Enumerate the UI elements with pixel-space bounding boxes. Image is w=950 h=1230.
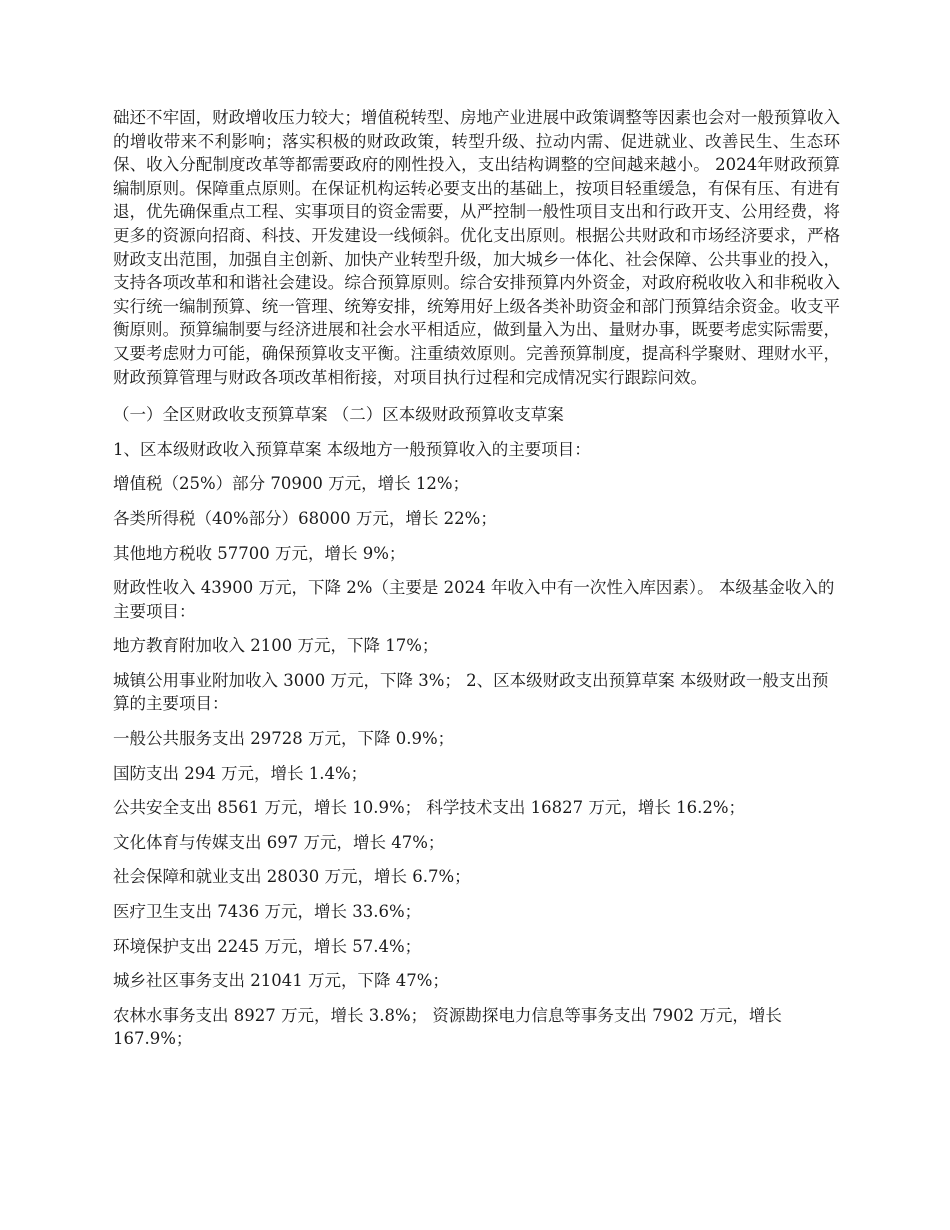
list-item-agriculture: 农林水事务支出 8927 万元，增长 3.8%； 资源勘探电力信息等事务支出 7902 万元，增长 167.9%； <box>113 1005 782 1049</box>
list-item-vat: 增值税（25%）部分 70900 万元，增长 12%； <box>113 474 470 494</box>
list-item-fiscal-revenue: 财政性收入 43900 万元，下降 2%（主要是 2024 年收入中有一次性入库因素）。 本级基金收入的主要项目： <box>113 578 835 621</box>
intro-paragraph: 础还不牢固，财政增收压力较大；增值税转型、房地产业进展中政策调整等因素也会对一般预算收入的增收带来不利影响；落实积极的财政政策，转型升级、拉动内需、促进就业、改善民生、生态环保、收入分配制度改革等都需要政府的刚性投入，支出结构调整的空间越来越小。 2024年财政预算编制原则。保障重点原则。在保证机构运转必要支出的基础上，按项目轻重缓急，有保有压、有进有退，优先确保重点工程、实事项目的资金需要，从严控制一般性项目支出和行政开支、公用经费，将更多的资源向招商、科技、开发建设一线倾斜。优化支出原则。根据公共财政和市场经济要求，严格财政支出范围，加强自主创新、加快产业转型升级，加大城乡一体化、社会保障、公共事业的投入，支持各项改革和和谐社会建设。综合预算原则。综合安排预算内外资金，对政府税收收入和非税收入实行统一编制预算、统一管理、统筹安排，统筹用好上级各类补助资金和部门预算结余资金。收支平衡原则。预算编制要与经济进展和社会水平相适应，做到量入为出、量财办事，既要考虑实际需要，又要考虑财力可能，确保预算收支平衡。注重绩效原则。完善预算制度，提高科学聚财、理财水平，财政预算管理与财政各项改革相衔接，对项目执行过程和完成情况实行跟踪问效。 <box>113 108 840 387</box>
list-item-other-tax: 其他地方税收 57700 万元，增长 9%； <box>113 543 406 563</box>
list-item-environment: 环境保护支出 2245 万元，增长 57.4%； <box>113 936 422 956</box>
document-page <box>113 106 840 1062</box>
revenue-subheading: 1、区本级财政收入预算草案 本级地方一般预算收入的主要项目： <box>113 439 591 459</box>
list-item-public-security: 公共安全支出 8561 万元，增长 10.9%； 科学技术支出 16827 万元，增长 16.2%； <box>113 798 746 818</box>
list-item-public-services: 一般公共服务支出 29728 万元，下降 0.9%； <box>113 729 455 749</box>
list-item-urban-rural: 城乡社区事务支出 21041 万元，下降 47%； <box>113 971 449 991</box>
list-item-defense: 国防支出 294 万元，增长 1.4%； <box>113 763 368 783</box>
list-item-income-tax: 各类所得税（40%部分）68000 万元，增长 22%； <box>113 508 497 528</box>
list-item-education-surcharge: 地方教育附加收入 2100 万元，下降 17%； <box>113 636 439 656</box>
list-item-culture-sports: 文化体育与传媒支出 697 万元，增长 47%； <box>113 832 445 852</box>
list-item-utility-surcharge: 城镇公用事业附加收入 3000 万元，下降 3%； 2、区本级财政支出预算草案 本级财政一般支出预算的主要项目： <box>113 670 829 714</box>
list-item-healthcare: 医疗卫生支出 7436 万元，增长 33.6%； <box>113 902 422 922</box>
list-item-social-security: 社会保障和就业支出 28030 万元，增长 6.7%； <box>113 867 471 887</box>
section-heading: （一）全区财政收支预算草案 （二）区本级财政预算收支草案 <box>113 405 564 425</box>
